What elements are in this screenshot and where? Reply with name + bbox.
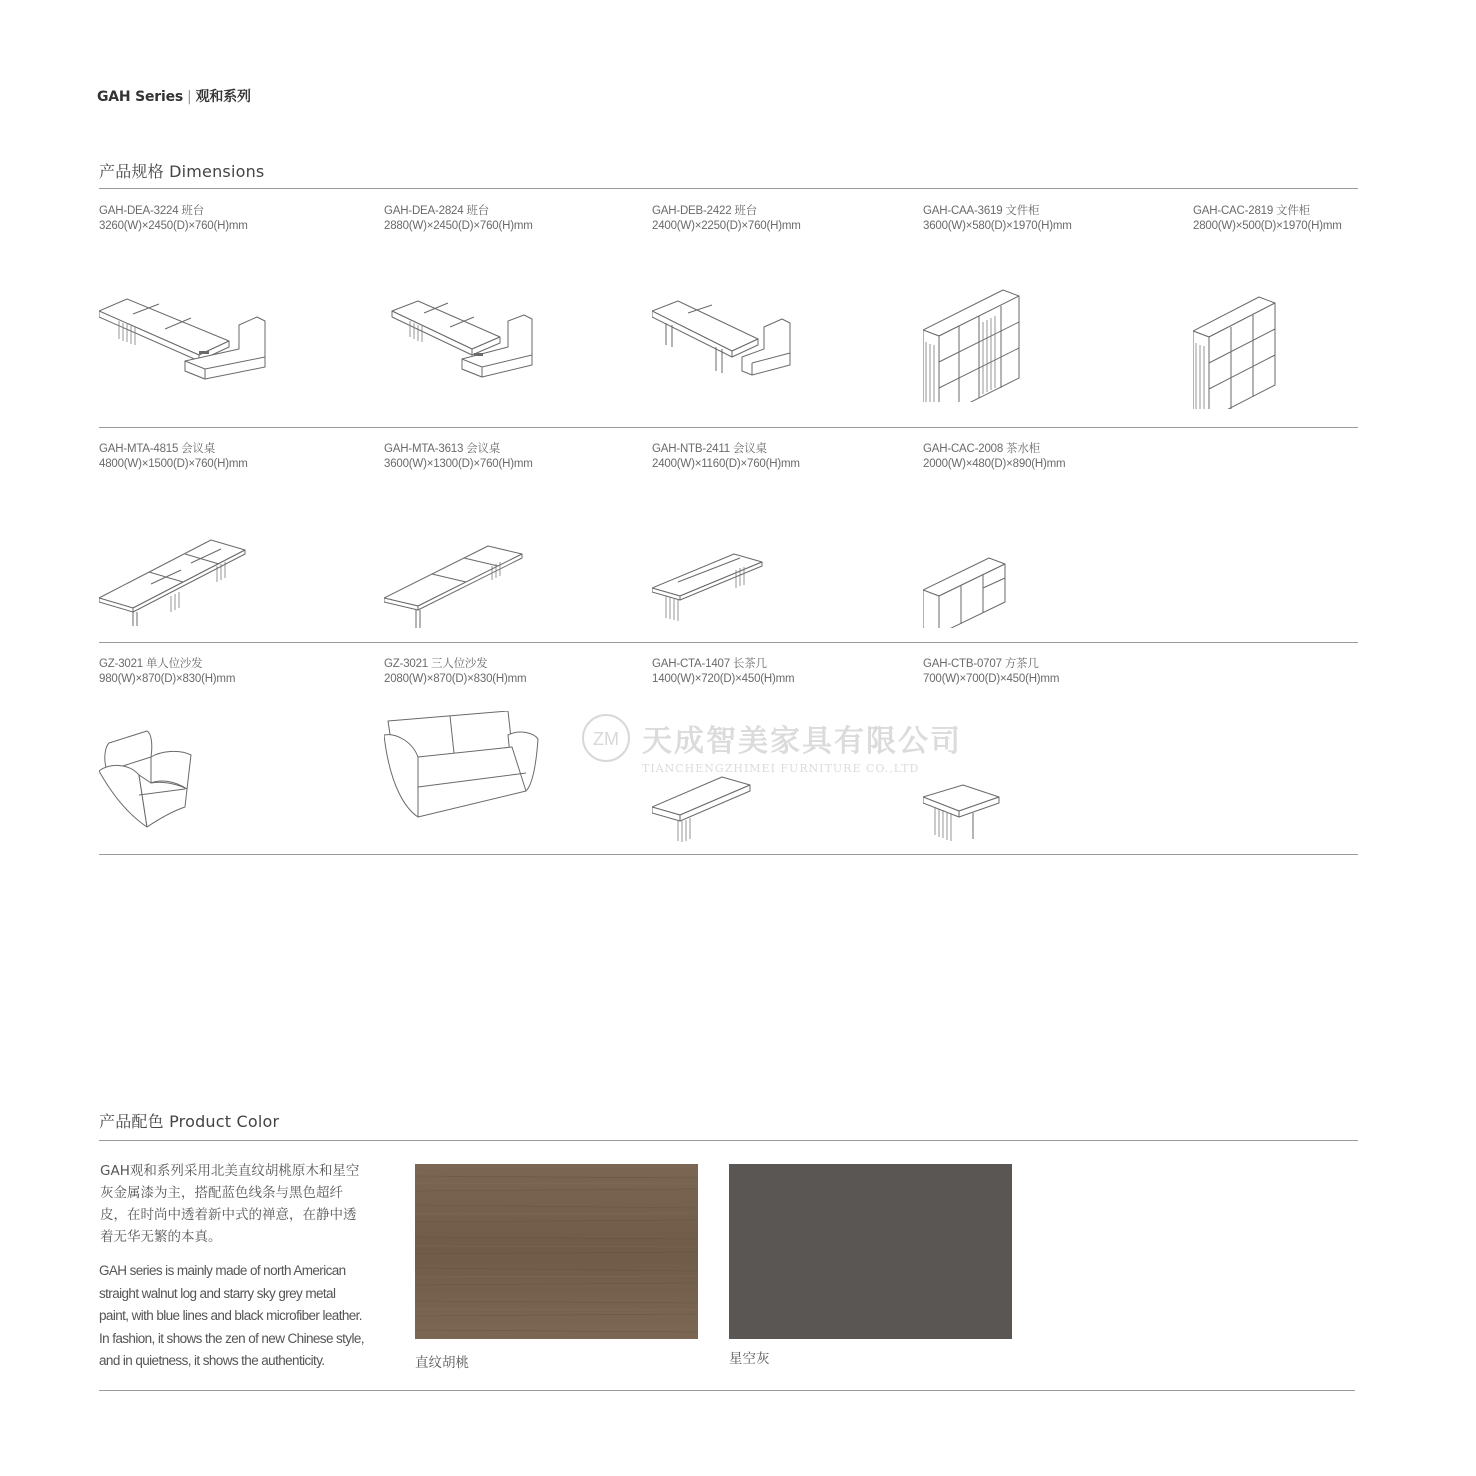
product-name: GAH-CTA-1407 长茶几 xyxy=(652,658,767,670)
color-swatch-walnut xyxy=(415,1164,698,1371)
product-dims: 2800(W)×500(D)×1970(H)mm xyxy=(1193,220,1342,232)
watermark-cn: 天成智美家具有限公司 xyxy=(642,724,962,759)
product-dims: 2000(W)×480(D)×890(H)mm xyxy=(923,458,1066,470)
row-divider xyxy=(99,642,1358,643)
conference-table-icon xyxy=(652,510,832,630)
conference-table-icon xyxy=(384,508,564,628)
product-item xyxy=(384,204,654,411)
product-dims: 700(W)×700(D)×450(H)mm xyxy=(923,673,1060,685)
product-item xyxy=(384,442,654,628)
product-name: GAH-DEA-2824 班台 xyxy=(384,205,490,217)
l-shaped-desk-icon xyxy=(99,289,279,409)
product-item xyxy=(923,442,1193,628)
color-swatch-starry-grey xyxy=(729,1164,1012,1367)
product-color-title: 产品配色 Product Color xyxy=(99,1112,280,1131)
company-watermark xyxy=(580,712,962,775)
product-item xyxy=(1193,204,1463,409)
tea-cabinet-icon xyxy=(923,508,1103,628)
dimensions-rule xyxy=(99,188,1358,189)
page-bottom-rule xyxy=(99,1390,1355,1391)
walnut-wood-grain xyxy=(415,1164,698,1339)
product-dims: 2400(W)×2250(D)×760(H)mm xyxy=(652,220,801,232)
header-separator: | xyxy=(187,89,192,105)
l-shaped-desk-icon xyxy=(384,291,564,411)
l-shaped-desk-icon xyxy=(652,287,832,407)
swatch-label: 星空灰 xyxy=(729,1351,770,1367)
series-name-cn: 观和系列 xyxy=(195,89,251,105)
product-dims: 2080(W)×870(D)×830(H)mm xyxy=(384,673,527,685)
swatch-label: 直纹胡桃 xyxy=(415,1355,469,1371)
product-name: GAH-CAC-2008 茶水柜 xyxy=(923,443,1040,455)
series-name-en: GAH Series xyxy=(97,89,184,105)
dimensions-end-rule xyxy=(99,854,1358,855)
product-name: GAH-NTB-2411 会议桌 xyxy=(652,443,767,455)
conference-table-icon xyxy=(99,506,279,626)
product-item xyxy=(99,442,369,626)
product-dims: 980(W)×870(D)×830(H)mm xyxy=(99,673,236,685)
product-item xyxy=(652,204,922,407)
product-name: GAH-DEA-3224 班台 xyxy=(99,205,205,217)
product-color-rule xyxy=(99,1140,1358,1141)
description-cn: GAH观和系列采用北美直纹胡桃原木和星空灰金属漆为主，搭配蓝色线条与黑色超纤皮，在时尚中透着新中式的禅意，在静中透着无华无繁的本真。 xyxy=(100,1163,360,1245)
dimensions-title: 产品规格 Dimensions xyxy=(99,162,265,181)
product-dims: 3260(W)×2450(D)×760(H)mm xyxy=(99,220,248,232)
product-item xyxy=(99,657,369,843)
product-dims: 4800(W)×1500(D)×760(H)mm xyxy=(99,458,248,470)
series-header xyxy=(97,86,251,106)
product-name: GZ-3021 单人位沙发 xyxy=(99,658,203,670)
product-dims: 2880(W)×2450(D)×760(H)mm xyxy=(384,220,533,232)
sofa-icon xyxy=(384,711,564,831)
product-item xyxy=(923,204,1193,402)
logo-text: ZM xyxy=(593,729,619,749)
product-name: GAH-CAA-3619 文件柜 xyxy=(923,205,1040,217)
product-name: GAH-DEB-2422 班台 xyxy=(652,205,758,217)
square-tea-table-icon xyxy=(923,757,1103,877)
company-logo-icon xyxy=(580,712,632,764)
product-name: GAH-CTB-0707 方茶几 xyxy=(923,658,1039,670)
product-item xyxy=(99,204,369,409)
file-cabinet-icon xyxy=(923,282,1103,402)
product-name: GAH-CAC-2819 文件柜 xyxy=(1193,205,1310,217)
product-dims: 3600(W)×1300(D)×760(H)mm xyxy=(384,458,533,470)
product-name: GAH-MTA-3613 会议桌 xyxy=(384,443,501,455)
row-divider xyxy=(99,427,1358,428)
product-dims: 2400(W)×1160(D)×760(H)mm xyxy=(652,458,800,470)
description-en: GAH series is mainly made of north American straight walnut log and starry sky grey metal paint, with blue lines and black microfiber leather. In fashion, it shows the zen of new Chinese style, and in quietness, it shows the authenticity. xyxy=(99,1263,364,1368)
product-item xyxy=(923,657,1193,877)
product-item xyxy=(652,442,922,630)
product-dims: 1400(W)×720(D)×450(H)mm xyxy=(652,673,795,685)
product-name: GZ-3021 三人位沙发 xyxy=(384,658,488,670)
armchair-icon xyxy=(99,723,279,843)
product-name: GAH-MTA-4815 会议桌 xyxy=(99,443,216,455)
grey-color-block xyxy=(729,1164,1012,1339)
product-dims: 3600(W)×580(D)×1970(H)mm xyxy=(923,220,1072,232)
watermark-en: TIANCHENGZHIMEI FURNITURE CO.,LTD xyxy=(642,762,920,775)
file-cabinet-icon xyxy=(1193,289,1373,409)
